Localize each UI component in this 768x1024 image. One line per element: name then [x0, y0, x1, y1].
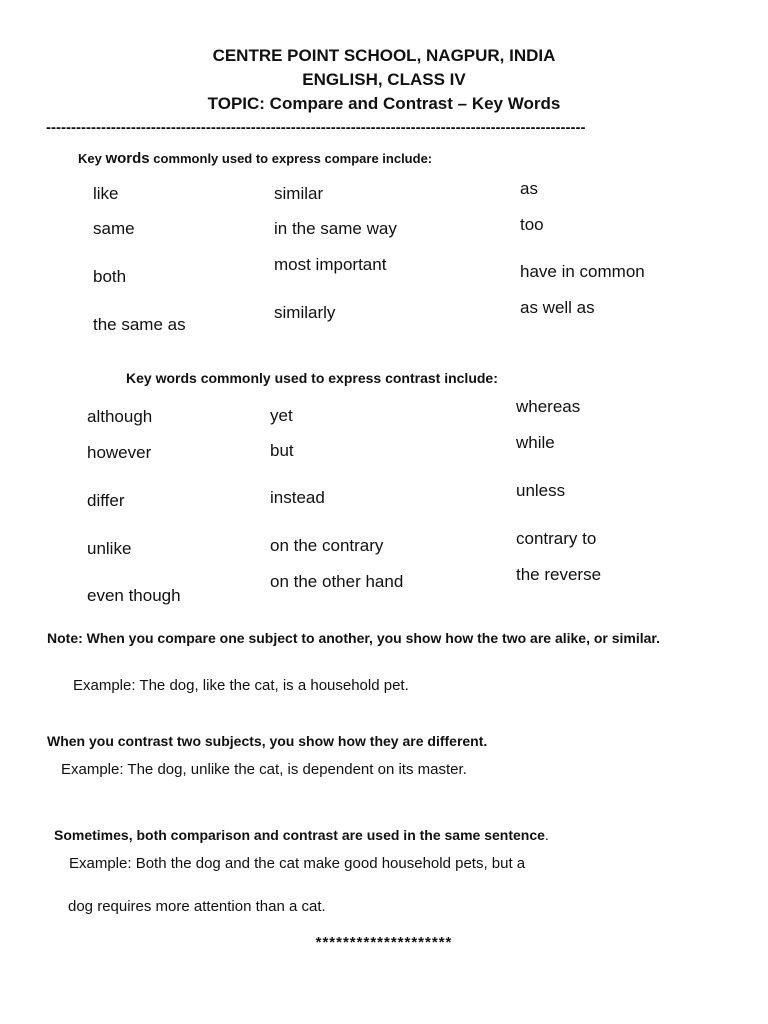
example-contrast: Example: The dog, unlike the cat, is dependent on its master. — [61, 761, 467, 778]
example-compare: Example: The dog, like the cat, is a household pet. — [73, 677, 409, 694]
contrast-word: contrary to — [516, 529, 597, 548]
compare-word: most important — [274, 255, 387, 274]
note-both-text: Sometimes, both comparison and contrast are used in the same sentence — [54, 827, 545, 843]
example-both-line1: Example: Both the dog and the cat make good household pets, but a — [69, 855, 526, 872]
compare-word: have in common — [520, 262, 645, 281]
compare-word: both — [93, 267, 127, 286]
contrast-word: although — [87, 407, 153, 426]
contrast-word: while — [516, 433, 555, 452]
topic-title: TOPIC: Compare and Contrast – Key Words — [207, 94, 561, 113]
compare-word: same — [93, 219, 135, 238]
contrast-word: the reverse — [516, 565, 602, 584]
compare-heading-emphasis: words — [105, 150, 150, 167]
contrast-word: on the other hand — [270, 572, 404, 591]
school-name: CENTRE POINT SCHOOL, NAGPUR, INDIA — [212, 46, 556, 65]
contrast-word: but — [270, 441, 294, 460]
contrast-word: on the contrary — [270, 536, 384, 555]
contrast-word: whereas — [516, 397, 581, 416]
subject-class: ENGLISH, CLASS IV — [302, 70, 466, 89]
dashed-divider: ------------------------------------------------------------------------------------------------------------ — [46, 119, 586, 136]
note-both — [54, 823, 734, 847]
contrast-word: instead — [270, 488, 325, 507]
example-both-line2: dog requires more attention than a cat. — [68, 898, 326, 915]
contrast-word: unlike — [87, 539, 132, 558]
end-stars: ******************** — [315, 934, 453, 951]
contrast-word: even though — [87, 586, 181, 605]
compare-word: like — [93, 184, 119, 203]
note-compare: Note: When you compare one subject to another, you show how the two are alike, or similar. — [47, 630, 660, 646]
compare-word: the same as — [93, 315, 186, 334]
contrast-word: unless — [516, 481, 566, 500]
note-both-period: . — [544, 827, 549, 843]
compare-word: too — [520, 215, 544, 234]
compare-word: as — [520, 179, 538, 198]
compare-word: similar — [274, 184, 324, 203]
contrast-word: however — [87, 443, 152, 462]
compare-word: in the same way — [274, 219, 397, 238]
compare-heading-part: commonly used to express compare include: — [149, 151, 433, 166]
compare-heading-part: Key — [78, 151, 106, 166]
contrast-word: differ — [87, 491, 125, 510]
compare-heading — [78, 150, 432, 167]
contrast-word: yet — [270, 406, 293, 425]
note-contrast: When you contrast two subjects, you show how they are different. — [47, 733, 488, 749]
compare-word: as well as — [520, 298, 595, 317]
contrast-heading: Key words commonly used to express contrast include: — [126, 370, 498, 386]
compare-word: similarly — [274, 303, 336, 322]
